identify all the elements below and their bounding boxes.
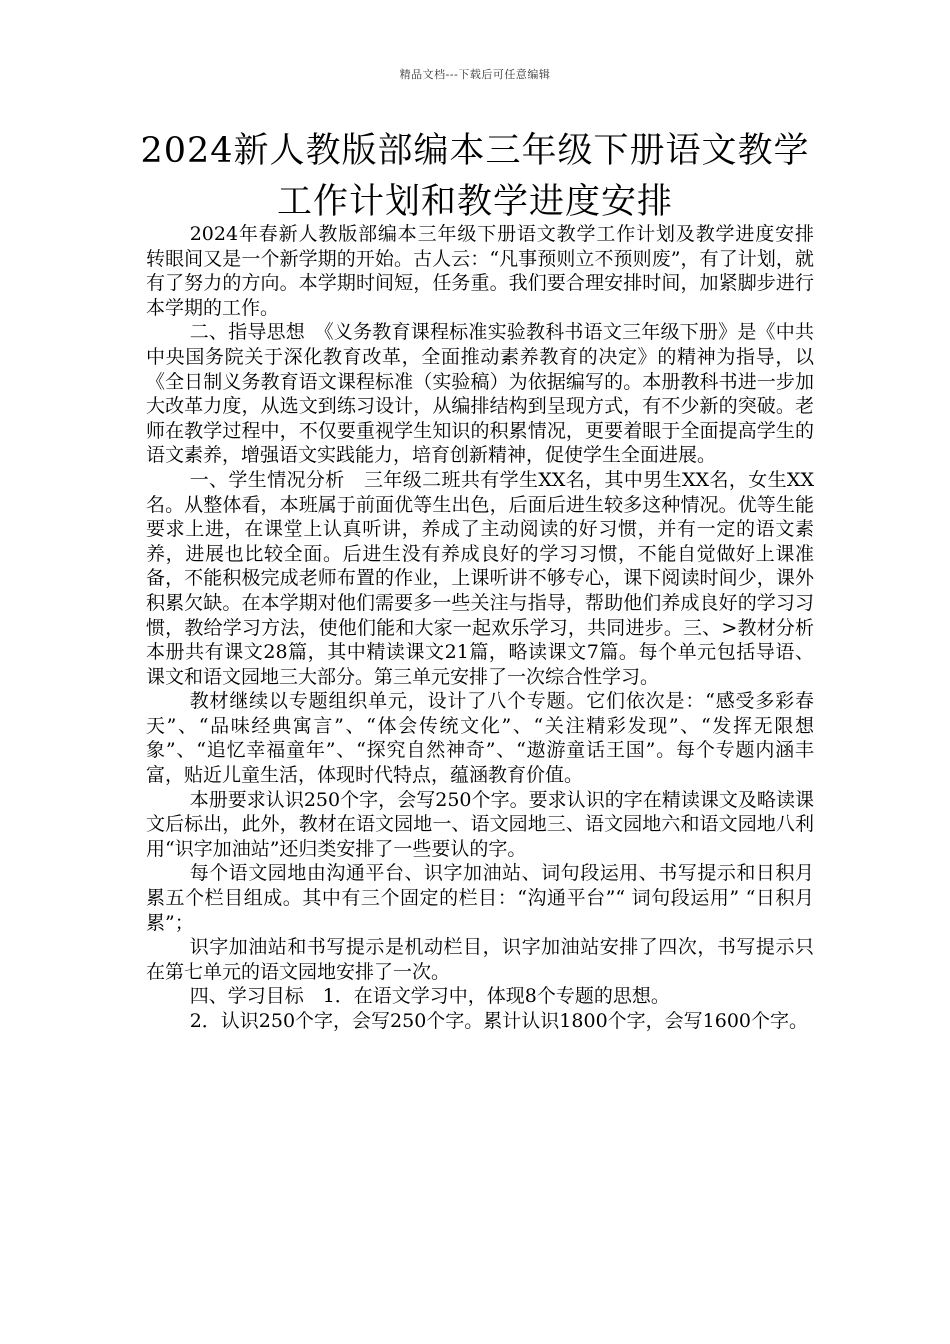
header-note: 精品文档---下载后可任意编辑: [399, 68, 551, 81]
paragraph-textbook-themes: 教材继续以专题组织单元，设计了八个专题。它们依次是：“感受多彩春天”、“品味经典寓言”、“体会传统文化”、“关注精彩发现”、“发挥无限想象”、“追忆幸福童年”、“探究自然神奇”、“遨游童话王国”。每个专题内涵丰富，贴近儿童生活，体现时代特点，蕴涵教育价值。: [146, 690, 814, 787]
paragraph-intro: 2024年春新人教版部编本三年级下册语文教学工作计划及教学进度安排 转眼间又是一个新学期的开始。古人云：“凡事预则立不预则废”，有了计划，就有了努力的方向。本学期时间短，任务重。我们要合理安排时间，加紧脚步进行本学期的工作。: [146, 223, 853, 319]
paragraph-goal-2: 2．认识250个字，会写250个字。累计认识1800个字，会写1600个字。: [189, 1010, 809, 1032]
paragraph-flexible-columns: 识字加油站和书写提示是机动栏目，识字加油站安排了四次，书写提示只在第七单元的语文园地安排了一次。: [146, 936, 814, 983]
document-title: 2024新人教版部编本三年级下册语文教学工作计划和教学进度安排: [140, 131, 810, 222]
paragraph-student-analysis: 一、学生情况分析 三年级二班共有学生XX名，其中男生XX名，女生XX名。从整体看，本班属于前面优等生出色，后面后进生较多这种情况。优等生能要求上进，在课堂上认真听讲，养成了主动阅读的好习惯，并有一定的语文素养，进展也比较全面。后进生没有养成良好的学习习惯，不能自觉做好上课准备，不能积极完成老师布置的作业，上课听讲不够专心，课下阅读时间少，课外积累欠缺。在本学期对他们需要多一些关注与指导，帮助他们养成良好的学习习惯，教给学习方法，使他们能和大家一起欢乐学习，共同进步。三、>教材分析 本册共有课文28篇，其中精读课文21篇，略读课文7篇。每个单元包括导语、课文和语文园地三大部分。第三单元安排了一次综合性学习。: [146, 468, 834, 688]
document-body: [146, 222, 853, 1034]
paragraph-learning-goals: 四、学习目标 1．在语文学习中，体现8个专题的思想。: [189, 985, 670, 1008]
paragraph-guiding-thought: 二、指导思想 《义务教育课程标准实验教科书语文三年级下册》是《中共中央国务院关于深化教育改革，全面推动素养教育的决定》的精神为指导，以《全日制义务教育语文课程标准（实验稿）为依据编写的。本册教科书进一步加大改革力度，从选文到练习设计，从编排结构到呈现方式，有不少新的突破。老师在教学过程中，不仅要重视学生知识的积累情况，更要着眼于全面提高学生的语文素养，增强语文实践能力，培育创新精神，促使学生全面进展。: [146, 321, 814, 467]
paragraph-character-requirements: 本册要求认识250个字，会写250个字。要求认识的字在精读课文及略读课文后标出，此外，教材在语文园地一、语文园地三、语文园地六和语文园地八利用“识字加油站”还归类安排了一些要认的字。: [146, 788, 814, 860]
paragraph-language-garden: 每个语文园地由沟通平台、识字加油站、词句段运用、书写提示和日积月累五个栏目组成。其中有三个固定的栏目：“沟通平台”“ 词句段运用” “日积月累”；: [146, 862, 814, 934]
